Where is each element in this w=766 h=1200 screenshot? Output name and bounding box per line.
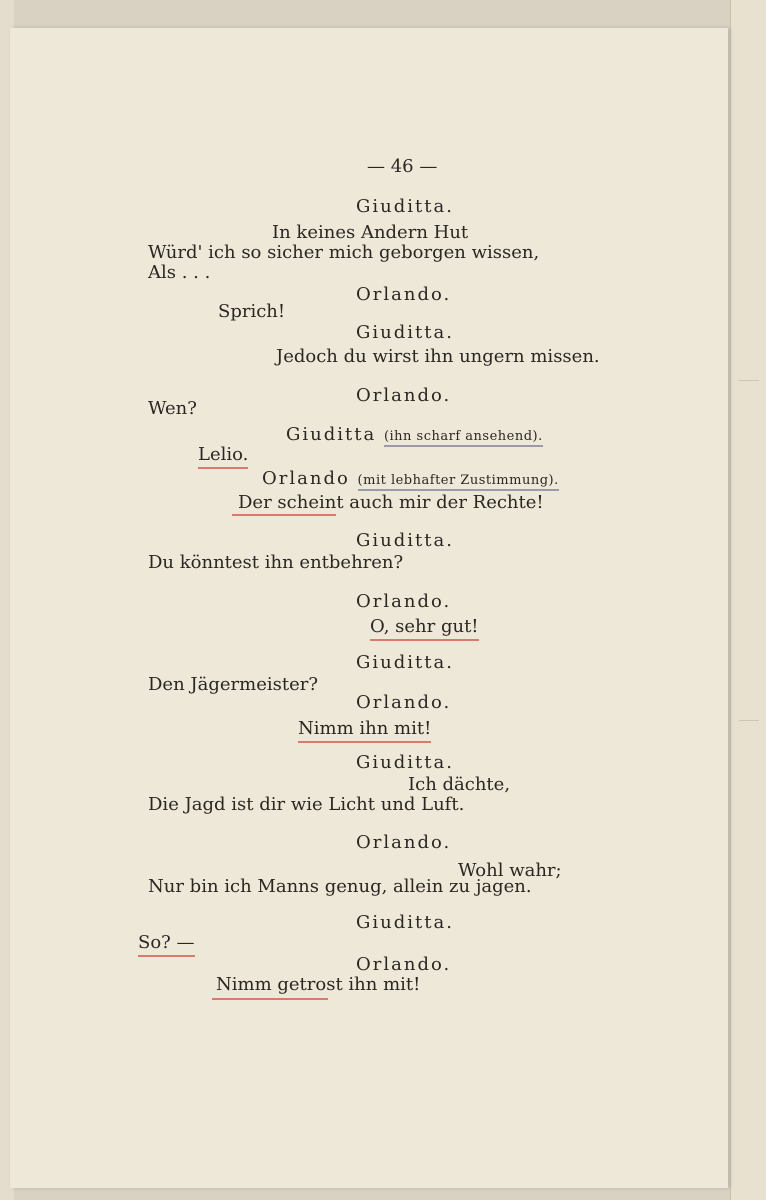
speaker-name: Orlando	[262, 468, 350, 489]
verse-line: Lelio.	[198, 444, 248, 469]
speaker-giuditta: Giuditta.	[356, 196, 454, 217]
speaker-name: Giuditta	[286, 424, 377, 445]
right-page-edge	[730, 0, 766, 1200]
verse-line: In keines Andern Hut	[272, 222, 469, 243]
verse-line: So? —	[138, 932, 195, 957]
speaker-orlando: Orlando.	[356, 591, 452, 612]
verse-line: Nur bin ich Manns genug, allein zu jagen.	[148, 876, 532, 897]
speaker-giuditta: Giuditta.	[356, 652, 454, 673]
verse-line: Jedoch du wirst ihn ungern missen.	[276, 346, 600, 367]
speaker-giuditta: Giuditta.	[356, 752, 454, 773]
speaker-orlando: Orlando.	[356, 692, 452, 713]
stage-direction: (mit lebhafter Zustimmung).	[358, 473, 559, 491]
verse-line: Den Jägermeister?	[148, 674, 318, 695]
verse-line: Als . . .	[148, 262, 211, 283]
verse-line: Wen?	[148, 398, 197, 419]
verse-line: O, sehr gut!	[370, 616, 479, 641]
speaker-orlando: Orlando.	[356, 385, 452, 406]
verse-line: Der scheint auch mir der Rechte!	[238, 492, 544, 513]
verse-line: Wohl wahr;	[458, 860, 562, 881]
speaker-orlando: Orlando.	[356, 284, 452, 305]
page-number: — 46 —	[367, 156, 438, 177]
verse-line: Würd' ich so sicher mich geborgen wissen,	[148, 242, 540, 263]
speaker-giuditta: Giuditta.	[356, 322, 454, 343]
speaker-giuditta: Giuditta.	[356, 912, 454, 933]
speaker-giuditta: Giuditta.	[356, 530, 454, 551]
red-underline	[232, 514, 336, 516]
verse-line: Sprich!	[218, 301, 286, 322]
red-underline	[212, 998, 328, 1000]
verse-line: Die Jagd ist dir wie Licht und Luft.	[148, 794, 465, 815]
stage-direction: (ihn scharf ansehend).	[384, 429, 543, 447]
verse-line: Nimm ihn mit!	[298, 718, 431, 743]
book-page	[10, 28, 728, 1188]
verse-line: Nimm getrost ihn mit!	[216, 974, 421, 995]
speaker-orlando: Orlando.	[356, 832, 452, 853]
verse-line: Ich dächte,	[408, 774, 511, 795]
speaker-orlando: Orlando.	[356, 954, 452, 975]
speaker-giuditta	[286, 424, 543, 448]
verse-line: Du könntest ihn entbehren?	[148, 552, 404, 573]
speaker-orlando	[262, 468, 559, 492]
